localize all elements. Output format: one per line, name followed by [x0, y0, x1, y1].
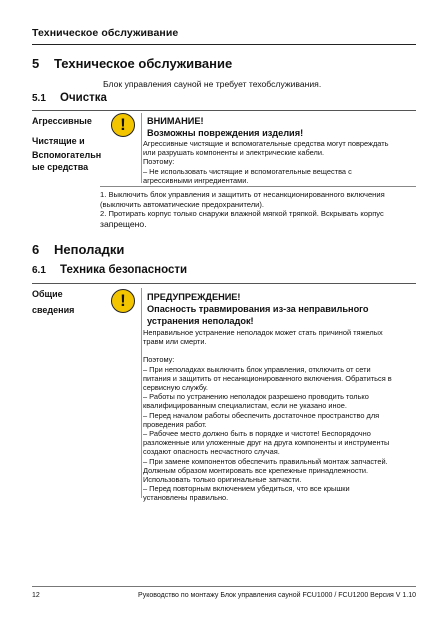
warning-item: – Работы по устранению неполадок разрешено проводить только квалифицированным специалистам, если не указано иное.: [143, 392, 369, 411]
side-label-auxiliary: Вспомогательные средства: [32, 150, 102, 172]
warning-heading: ПРЕДУПРЕЖДЕНИЕ!: [147, 292, 241, 302]
section-5-heading: [32, 56, 412, 72]
page-number: 12: [32, 592, 40, 599]
section-5-number: 5: [32, 56, 40, 71]
exclamation-warning-icon: !: [111, 113, 135, 137]
warning-divider: [141, 113, 142, 183]
warning-subheading-line1: Опасность травмирования из-за неправильного: [147, 304, 369, 314]
section-5-1-heading: [32, 92, 412, 107]
cleaning-step: 2. Протирать корпус только снаружи влажной мягкой тряпкой. Вскрывать корпус: [100, 209, 384, 218]
section-5-1-number: 5.1: [32, 93, 46, 104]
warning-body-line: Агрессивные чистящие и вспомогательные средства могут повреждать или разрушать компоненты и электрические кабели.: [143, 139, 389, 158]
cleaning-steps: [100, 190, 400, 230]
cleaning-step-tail: запрещено.: [100, 218, 147, 229]
section-5-1-rule: [32, 110, 416, 111]
side-label-cleaning: Чистящие и: [32, 136, 85, 146]
side-label-info: сведения: [32, 305, 75, 315]
running-header: Техническое обслуживание: [32, 27, 179, 39]
warning-item: – При замене компонентов обеспечить правильный монтаж запчастей. Должным образом монтировать все крепежные принадлежности. Использовать только оригинальные запчасти.: [143, 456, 388, 485]
safety-warning-body: [143, 328, 395, 503]
warning-heading: ВНИМАНИЕ!: [147, 116, 204, 126]
footer-title: Руководство по монтажу Блок управления сауной FCU1000 / FCU1200 Версия V 1.10: [138, 592, 416, 599]
warning-therefore: Поэтому:: [143, 355, 175, 365]
warning-body-line: Поэтому:: [143, 157, 175, 167]
section-6-title: Неполадки: [54, 242, 125, 257]
warning-subheading: Возможны повреждения изделия!: [147, 128, 304, 138]
warning-bottom-rule: [100, 186, 416, 187]
warning-subheading-line2: устранения неполадок!: [147, 316, 254, 326]
section-5-1-side-labels: [32, 115, 102, 173]
warning-divider: [141, 288, 142, 498]
warning-intro: Неправильное устранение неполадок может стать причиной тяжелых травм или смерти.: [143, 328, 383, 347]
section-5-intro: Блок управления сауной не требует техобслуживания.: [103, 79, 322, 89]
exclamation-warning-icon: !: [111, 289, 135, 313]
warning-item: – Перед повторным включением убедиться, что все крышки установлены правильно.: [143, 484, 350, 503]
warning-item: – При неполадках выключить блок управления, отключить от сети питания и защитить от несанкционированного включения. Обратиться в сервисную службу.: [143, 364, 392, 393]
warning-body: [143, 139, 393, 185]
warning-item: – Рабочее место должно быть в порядке и чистоте! Беспорядочно разложенные или уложенные друг на друга компоненты и инструменты создают опасность несчастного случая.: [143, 429, 390, 457]
warning-body-line: – Не использовать чистящие и вспомогательные вещества с агрессивными ингредиентами.: [143, 166, 352, 185]
section-6-1-rule: [32, 283, 416, 284]
section-6-heading: [32, 242, 412, 258]
section-5-1-title: Очистка: [60, 92, 107, 104]
section-6-1-heading: [32, 264, 412, 279]
section-5-title: Техническое обслуживание: [54, 56, 233, 71]
header-rule: [32, 44, 416, 45]
footer-rule: [32, 586, 416, 587]
section-6-1-side-labels: [32, 288, 102, 316]
cleaning-step: 1. Выключить блок управления и защитить от несанкционированного включения (выключить автоматические предохранители).: [100, 190, 385, 209]
side-label-aggressive: Агрессивные: [32, 116, 92, 126]
side-label-general: Общие: [32, 289, 63, 299]
section-6-number: 6: [32, 242, 40, 257]
section-6-1-number: 6.1: [32, 265, 46, 276]
warning-item: – Перед началом работы обеспечить достаточное пространство для проведения работ.: [143, 410, 380, 429]
section-6-1-title: Техника безопасности: [60, 264, 188, 276]
